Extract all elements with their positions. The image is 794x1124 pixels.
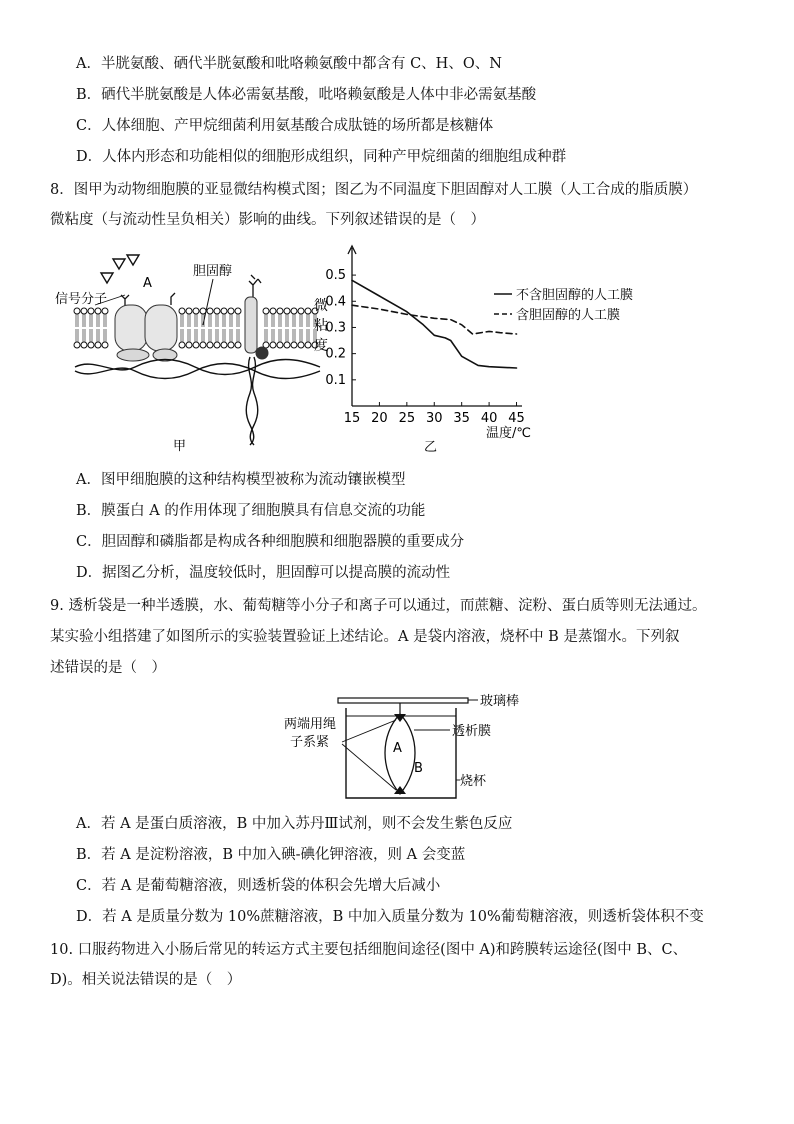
membrane-proteins (115, 297, 268, 361)
phospholipid-tail (83, 314, 85, 342)
xlabel: 温度/℃ (486, 426, 531, 441)
q8-option-b: B．膜蛋白 A 的作用体现了细胞膜具有信息交流的功能 (76, 503, 426, 519)
phospholipid-head (270, 342, 276, 348)
caption-jia: 甲 (173, 439, 187, 454)
x-tick-label: 40 (480, 411, 498, 426)
phospholipid-tail (188, 314, 190, 342)
phospholipid-tail (300, 314, 302, 342)
ylabel-char-2: 粘 (314, 318, 328, 334)
phospholipid-head (291, 342, 297, 348)
phospholipid-head (270, 308, 276, 314)
phospholipid-head (284, 308, 290, 314)
q9-option-c: C．若 A 是葡萄糖溶液，则透析袋的体积会先增大后减小 (76, 878, 441, 894)
y-tick-label: 0.3 (325, 320, 346, 336)
q8-option-d: D．据图乙分析，温度较低时，胆固醇可以提高膜的流动性 (76, 565, 451, 581)
phospholipid-head (221, 308, 227, 314)
q9-stem-line1: 9. 透析袋是一种半透膜，水、葡萄糖等小分子和离子可以通过，而蔗糖、淀粉、蛋白质等则无法通过。 (50, 598, 707, 614)
phospholipid-head (298, 342, 304, 348)
phospholipid-head (95, 342, 101, 348)
phospholipid-tail (237, 314, 239, 342)
phospholipid-tail (90, 314, 92, 342)
phospholipid-head (214, 342, 220, 348)
phospholipid-head (186, 308, 192, 314)
signal-molecules (101, 255, 139, 283)
phospholipid-tail (272, 314, 274, 342)
x-tick-label: 25 (398, 411, 416, 426)
phospholipid-head (263, 308, 269, 314)
x-tick-label: 35 (453, 411, 470, 426)
q9-stem-line2: 某实验小组搭建了如图所示的实验装置验证上述结论。A 是袋内溶液，烧杯中 B 是蒸馏水。下列叙 (50, 629, 680, 645)
y-tick-label: 0.4 (325, 294, 346, 310)
chart-series (352, 280, 517, 368)
phospholipid-head (200, 308, 206, 314)
y-tick-label: 0.2 (325, 346, 346, 362)
phospholipid-head (81, 308, 87, 314)
phospholipid-head (95, 308, 101, 314)
dialysis-diagram (280, 690, 540, 805)
phospholipid-head (284, 342, 290, 348)
phospholipid-tail (279, 314, 281, 342)
phospholipid-head (207, 308, 213, 314)
phospholipid-tail (265, 314, 267, 342)
q9-option-b: B．若 A 是淀粉溶液，B 中加入碘-碘化钾溶液，则 A 会变蓝 (76, 847, 466, 863)
q8-stem-line1: 8．图甲为动物细胞膜的亚显微结构模式图；图乙为不同温度下胆固醇对人工膜（人工合成的脂质膜） (50, 182, 698, 198)
phospholipid-head (193, 308, 199, 314)
phospholipid-head (228, 342, 234, 348)
phospholipid-tail (223, 314, 225, 342)
chart-axes (348, 246, 522, 406)
phospholipid-head (298, 308, 304, 314)
x-tick-label: 30 (425, 411, 443, 426)
phospholipid-tail (181, 314, 183, 342)
membrane-diagram (55, 245, 330, 455)
phospholipid-head (88, 308, 94, 314)
label-beaker: 烧杯 (460, 774, 487, 789)
label-glass-rod: 玻璃棒 (480, 694, 520, 709)
phospholipid-tail (202, 314, 204, 342)
q9-option-d: D．若 A 是质量分数为 10%蔗糖溶液，B 中加入质量分数为 10%葡萄糖溶液，则透析袋体积不变 (76, 909, 704, 925)
ylabel-char-1: 微 (314, 298, 328, 314)
phospholipid-bilayer (74, 308, 318, 348)
y-tick-label: 0.1 (325, 372, 346, 388)
label-solution-a: A (393, 741, 402, 756)
phospholipid-head (235, 342, 241, 348)
phospholipid-head (179, 308, 185, 314)
q10-stem-line2: D)。相关说法错误的是（ ） (50, 972, 242, 988)
q9-stem-line3: 述错误的是（ ） (50, 660, 166, 676)
q8-option-a: A．图甲细胞膜的这种结构模型被称为流动镶嵌模型 (76, 472, 406, 488)
label-rope-2: 子系紧 (290, 735, 330, 750)
phospholipid-head (81, 342, 87, 348)
phospholipid-tail (76, 314, 78, 342)
phospholipid-head (102, 342, 108, 348)
q10-stem-line1: 10. 口服药物进入小肠后常见的转运方式主要包括细胞间途径(图中 A)和跨膜转运途径(图中 B、C、 (50, 942, 688, 958)
label-membrane: 透析膜 (452, 724, 492, 739)
series-line-no-cholesterol (352, 280, 517, 368)
q8-stem-line2: 微粘度（与流动性呈负相关）影响的曲线。下列叙述错误的是（ ） (50, 212, 485, 228)
phospholipid-head (207, 342, 213, 348)
ylabel-char-3: 度 (314, 338, 328, 354)
label-signal-molecule: 信号分子 (55, 292, 108, 307)
phospholipid-tail (209, 314, 211, 342)
phospholipid-head (193, 342, 199, 348)
phospholipid-tail (216, 314, 218, 342)
x-tick-label: 20 (371, 411, 388, 426)
phospholipid-tail (104, 314, 106, 342)
phospholipid-head (277, 308, 283, 314)
label-rope-1: 两端用绳 (284, 717, 337, 732)
label-protein-a: A (143, 276, 152, 291)
cytoskeleton (75, 357, 320, 445)
phospholipid-head (291, 308, 297, 314)
phospholipid-head (74, 342, 80, 348)
label-cholesterol: 胆固醇 (193, 264, 233, 279)
viscosity-chart (308, 238, 688, 458)
phospholipid-head (200, 342, 206, 348)
x-tick-label: 15 (343, 411, 361, 426)
q8-option-c: C．胆固醇和磷脂都是构成各种细胞膜和细胞器膜的重要成分 (76, 534, 465, 550)
phospholipid-tail (195, 314, 197, 342)
phospholipid-head (235, 308, 241, 314)
caption-yi: 乙 (424, 440, 438, 455)
glass-rod (338, 698, 468, 703)
q7-option-d: D．人体内形态和功能相似的细胞形成组织，同种产甲烷细菌的细胞组成种群 (76, 149, 567, 165)
label-water-b: B (414, 761, 423, 776)
legend-dashed-label: 含胆固醇的人工膜 (516, 308, 621, 323)
phospholipid-head (74, 308, 80, 314)
chart-ticks (325, 268, 524, 426)
phospholipid-head (214, 308, 220, 314)
q7-option-a: A．半胱氨酸、硒代半胱氨酸和吡咯赖氨酸中都含有 C、H、O、N (76, 56, 502, 72)
q9-option-a: A．若 A 是蛋白质溶液，B 中加入苏丹Ⅲ试剂，则不会发生紫色反应 (76, 816, 513, 832)
legend-solid-label: 不含胆固醇的人工膜 (516, 288, 634, 303)
phospholipid-head (221, 342, 227, 348)
phospholipid-head (186, 342, 192, 348)
series-line-with-cholesterol (352, 305, 517, 334)
phospholipid-head (102, 308, 108, 314)
x-tick-label: 45 (508, 411, 525, 426)
phospholipid-tail (293, 314, 295, 342)
phospholipid-head (88, 342, 94, 348)
phospholipid-tail (286, 314, 288, 342)
y-tick-label: 0.5 (325, 268, 346, 284)
phospholipid-tail (230, 314, 232, 342)
phospholipid-head (228, 308, 234, 314)
q7-option-b: B．硒代半胱氨酸是人体必需氨基酸，吡咯赖氨酸是人体中非必需氨基酸 (76, 87, 537, 103)
phospholipid-head (277, 342, 283, 348)
q7-option-c: C．人体细胞、产甲烷细菌利用氨基酸合成肽链的场所都是核糖体 (76, 118, 494, 134)
phospholipid-tail (97, 314, 99, 342)
phospholipid-head (179, 342, 185, 348)
